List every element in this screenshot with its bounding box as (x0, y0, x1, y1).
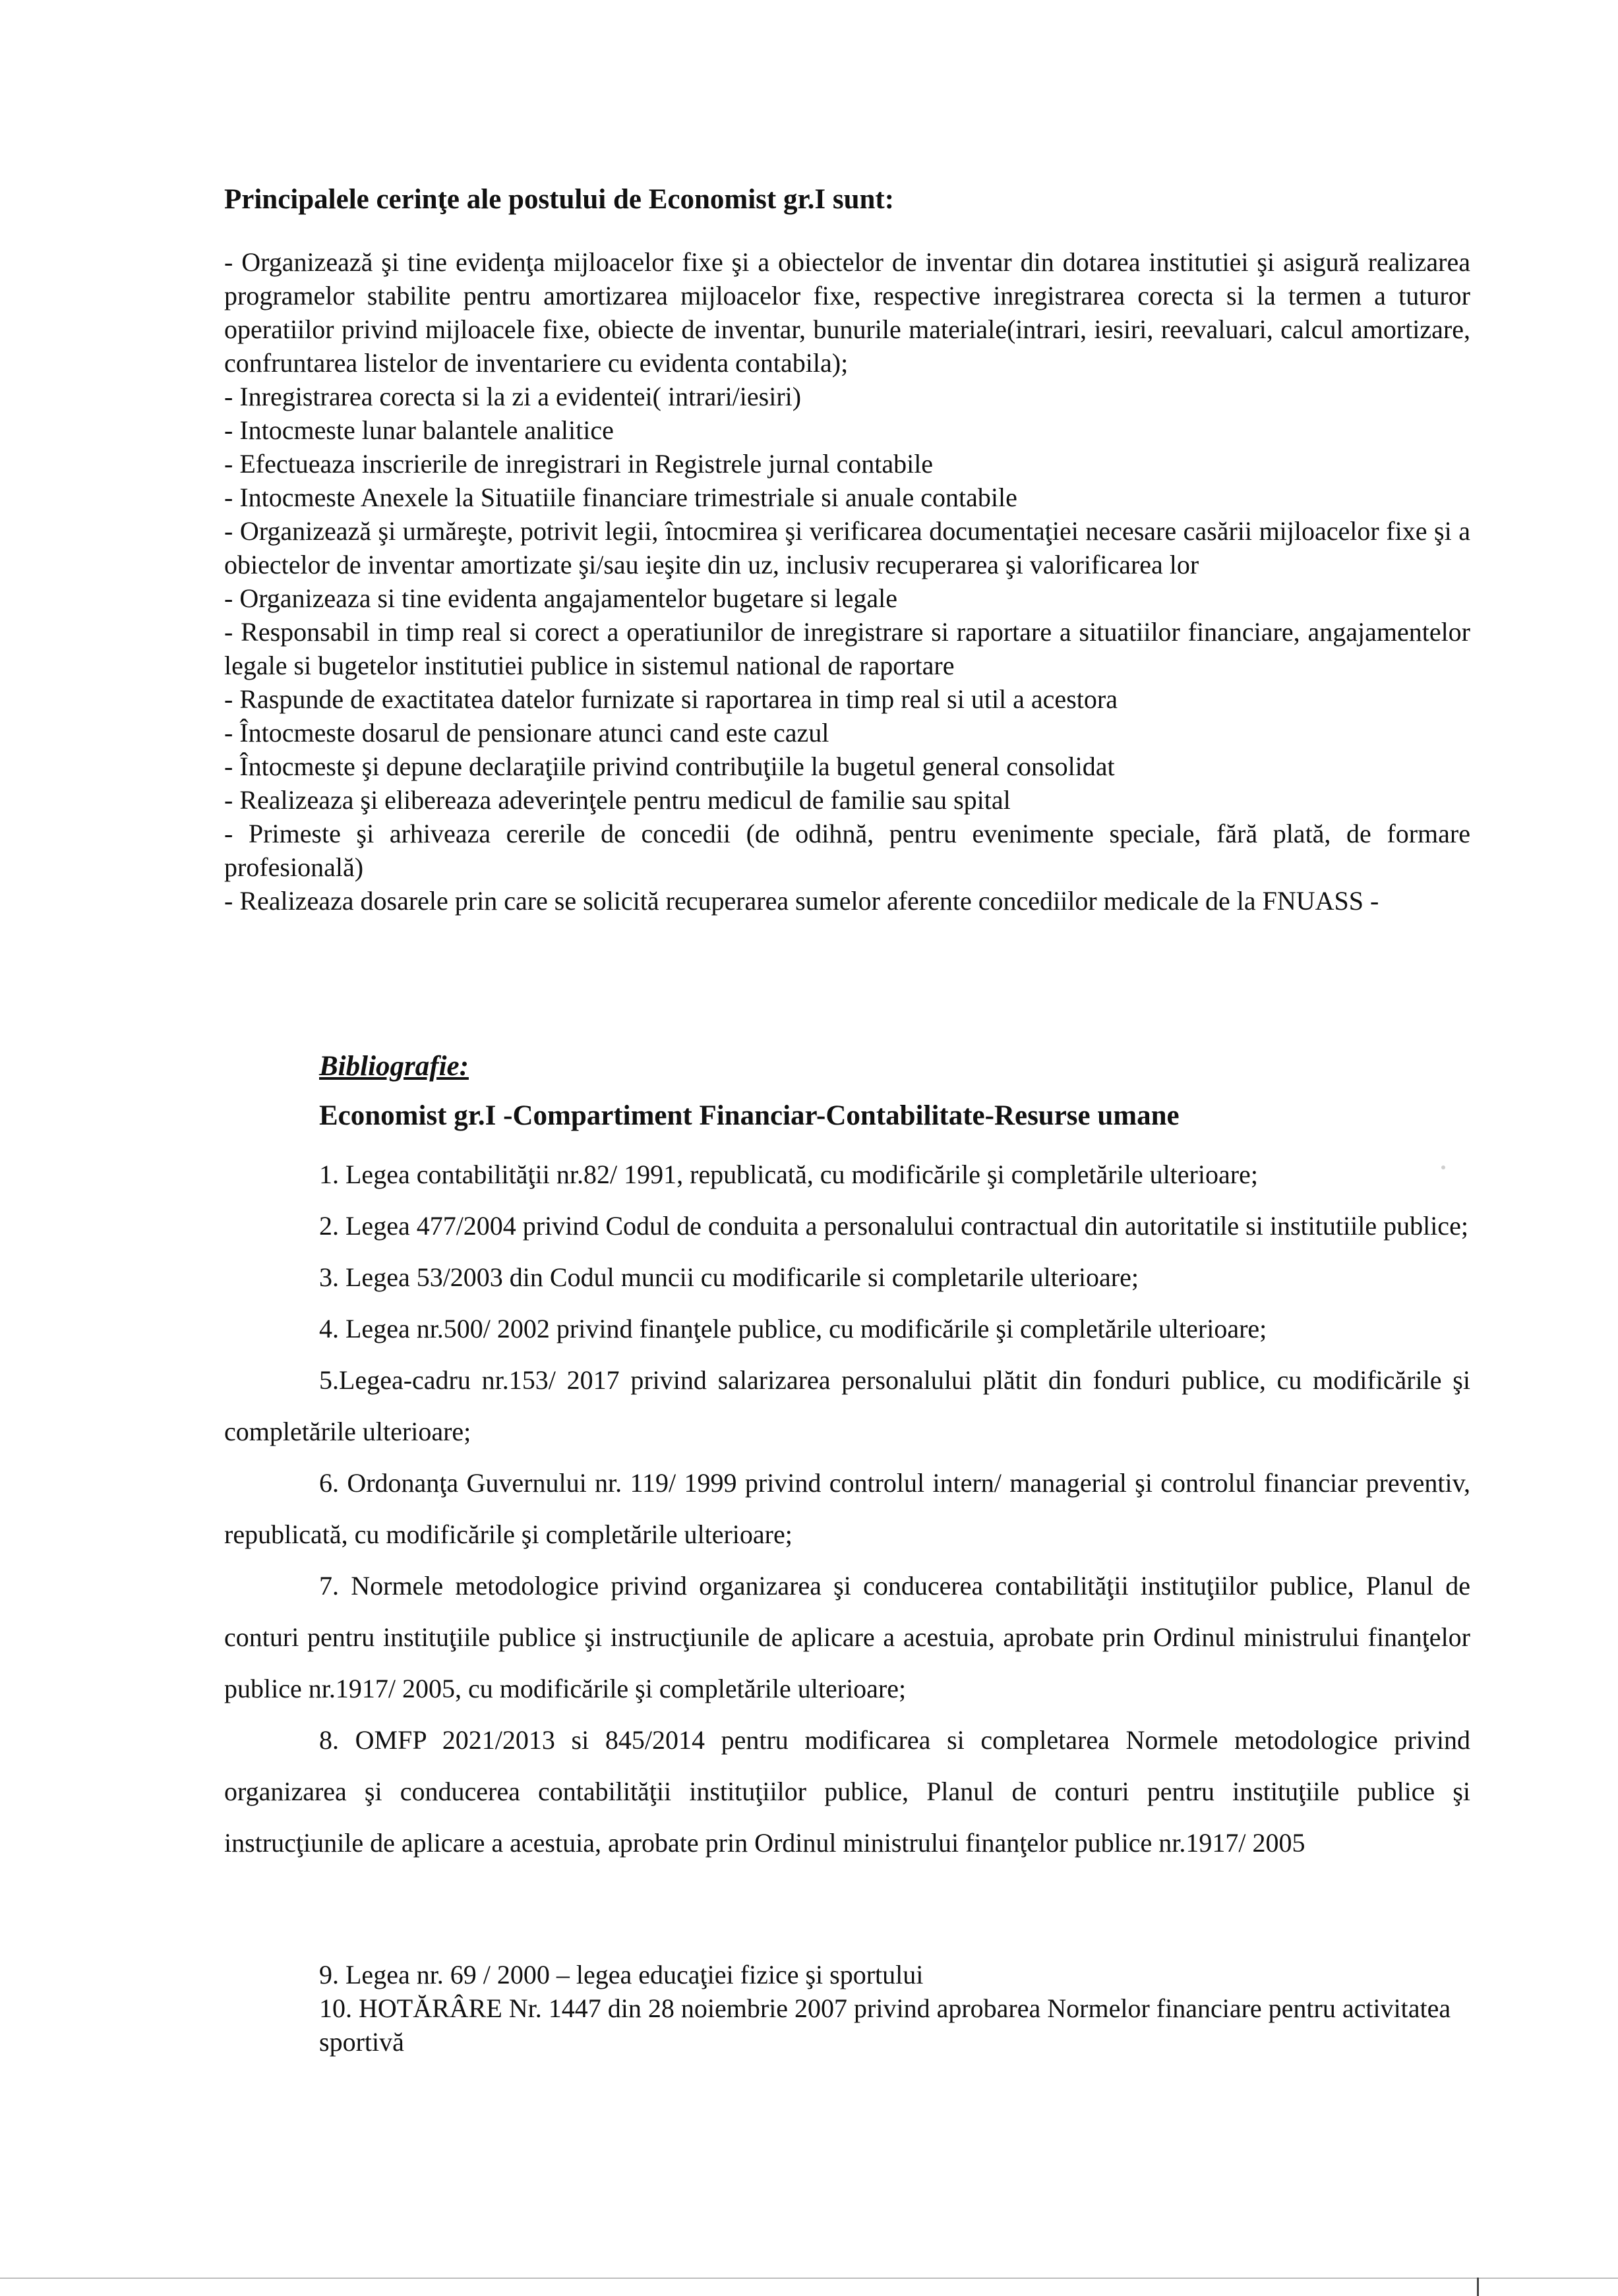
bibliography-tail-list (319, 1958, 1470, 2059)
bibliography-title: Bibliografie: (319, 1051, 469, 1082)
page-heading: Principalele cerinţe ale postului de Economist gr.I sunt: (224, 184, 895, 215)
bibliography-item: 2. Legea 477/2004 privind Codul de conduita a personalului contractual din autoritatile si institutiile publice; (319, 1211, 1468, 1241)
requirement-item: - Întocmeste şi depune declaraţiile privind contribuţiile la bugetul general consolidat (224, 751, 1115, 781)
requirement-item: - Organizează şi urmăreşte, potrivit legii, întocmirea şi verificarea documentaţiei necesare casării mijloacelor fixe şi a obiectelor de inventar amortizate şi/sau ieşite din uz, inclusiv recuperarea şi valorificarea lor (224, 516, 1470, 579)
requirement-item: - Întocmeste dosarul de pensionare atunci cand este cazul (224, 718, 829, 748)
scan-speck (1441, 1165, 1445, 1169)
requirement-item: - Primeste şi arhiveaza cererile de concedii (de odihnă, pentru evenimente speciale, fără plată, de formare profesională) (224, 819, 1470, 882)
bibliography-list (224, 1149, 1470, 1869)
bibliography-item: 7. Normele metodologice privind organizarea şi conducerea contabilităţii instituţiilor publice, Planul de conturi pentru instituţiile publice şi instrucţiunile de aplicare a acestuia, aprobate prin Ordinul ministrului finanţelor publice nr.1917/ 2005, cu modificările şi completările ulterioare; (224, 1571, 1470, 1703)
bibliography-subtitle: Economist gr.I -Compartiment Financiar-Contabilitate-Resurse umane (319, 1100, 1180, 1131)
bibliography-item: 1. Legea contabilităţii nr.82/ 1991, republicată, cu modificările şi completările ulterioare; (319, 1160, 1258, 1189)
requirement-item: - Inregistrarea corecta si la zi a evidentei( intrari/iesiri) (224, 382, 802, 411)
page-bottom-rule (0, 2278, 1618, 2279)
requirement-item: - Intocmeste Anexele la Situatiile financiare trimestriale si anuale contabile (224, 483, 1017, 512)
bibliography-item: 6. Ordonanţa Guvernului nr. 119/ 1999 privind controlul intern/ managerial şi controlul financiar preventiv, republicată, cu modificările şi completările ulterioare; (224, 1468, 1470, 1549)
page-bottom-tick (1477, 2278, 1479, 2296)
requirement-item: - Intocmeste lunar balantele analitice (224, 415, 614, 445)
requirement-item: - Organizeaza si tine evidenta angajamentelor bugetare si legale (224, 583, 897, 613)
requirement-item: - Organizează şi tine evidenţa mijloacelor fixe şi a obiectelor de inventar din dotarea institutiei şi asigură realizarea programelor stabilite pentru amortizarea mijloacelor fixe, respective inregistrarea corecta si la termen a tuturor operatiilor privind mijloacele fixe, obiecte de inventar, bunurile materiale(intrari, iesiri, reevaluari, calcul amortizare, confruntarea listelor de inventariere cu evidenta contabila); (224, 247, 1470, 378)
requirements-list (224, 245, 1470, 918)
bibliography-item: 4. Legea nr.500/ 2002 privind finanţele publice, cu modificările şi completările ulterioare; (319, 1314, 1267, 1343)
bibliography-item: 3. Legea 53/2003 din Codul muncii cu modificarile si completarile ulterioare; (319, 1262, 1139, 1292)
requirement-item: - Realizeaza dosarele prin care se solicită recuperarea sumelor aferente concediilor medicale de la FNUASS - (224, 886, 1379, 916)
requirement-item: - Responsabil in timp real si corect a operatiunilor de inregistrare si raportare a situatiilor financiare, angajamentelor legale si bugetelor institutiei publice in sistemul national de raportare (224, 617, 1470, 680)
requirement-item: - Raspunde de exactitatea datelor furnizate si raportarea in timp real si util a acestora (224, 684, 1118, 714)
bibliography-item: 8. OMFP 2021/2013 si 845/2014 pentru modificarea si completarea Normele metodologice privind organizarea şi conducerea contabilităţii instituţiilor publice, Planul de conturi pentru instituţiile publice şi instrucţiunile de aplicare a acestuia, aprobate prin Ordinul ministrului finanţelor publice nr.1917/ 2005 (224, 1725, 1470, 1858)
bibliography-item: 10. HOTĂRÂRE Nr. 1447 din 28 noiembrie 2007 privind aprobarea Normelor financiare pentru activitatea sportivă (319, 1993, 1451, 2057)
requirement-item: - Efectueaza inscrierile de inregistrari in Registrele jurnal contabile (224, 449, 934, 479)
bibliography-item: 5.Legea-cadru nr.153/ 2017 privind salarizarea personalului plătit din fonduri publice, cu modificările şi completările ulterioare; (224, 1365, 1470, 1446)
bibliography-item: 9. Legea nr. 69 / 2000 – legea educaţiei fizice şi sportului (319, 1960, 924, 1989)
requirement-item: - Realizeaza şi elibereaza adeverinţele pentru medicul de familie sau spital (224, 785, 1011, 815)
